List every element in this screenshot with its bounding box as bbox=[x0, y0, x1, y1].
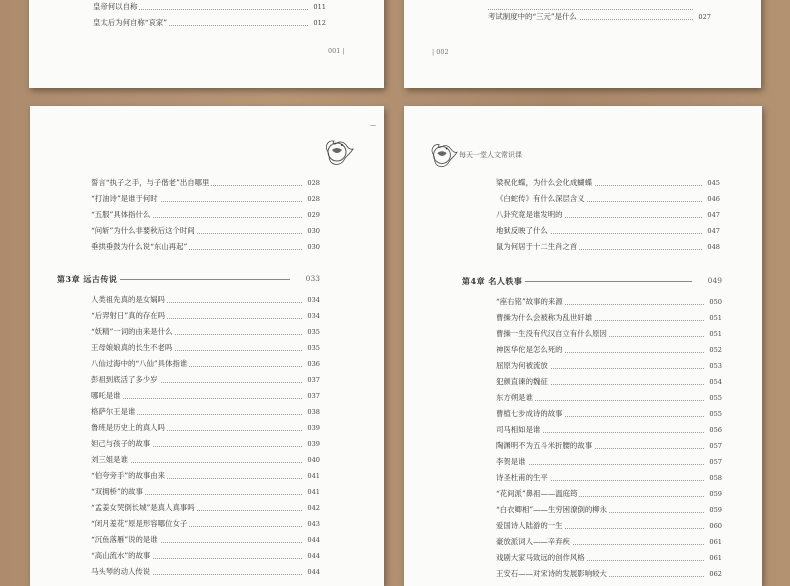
toc-entry-title: 豪放派词人——辛弃疾 bbox=[496, 535, 572, 549]
toc-entry-title: “座右铭”故事的来源 bbox=[496, 295, 565, 309]
toc-entry-page: 060 bbox=[709, 519, 722, 533]
toc-entry-title: “闭月羞花”原是形容哪位女子 bbox=[91, 517, 189, 531]
toc-entry[interactable] bbox=[496, 551, 722, 565]
toc-entry[interactable] bbox=[91, 341, 320, 355]
toc-entry-page: 034 bbox=[307, 309, 320, 323]
toc-entry-title: 考试制度中的“三元”是什么 bbox=[488, 10, 579, 24]
toc-entry[interactable] bbox=[496, 503, 722, 517]
toc-entry[interactable] bbox=[496, 343, 722, 357]
toc-entry-title: 曹植七步成诗的故事 bbox=[496, 407, 565, 421]
chapter-heading[interactable] bbox=[57, 271, 320, 287]
toc-entry[interactable] bbox=[496, 240, 720, 254]
toc-entry-page: 059 bbox=[709, 487, 722, 501]
toc-entry[interactable] bbox=[496, 224, 720, 238]
toc-entry-title: “妖精”一词的由来是什么 bbox=[91, 325, 174, 339]
toc-entry-page: 028 bbox=[307, 192, 320, 206]
toc-entry-title: “后羿射日”真的存在吗 bbox=[91, 309, 167, 323]
toc-entry-title: 地狱反映了什么 bbox=[496, 224, 550, 238]
toc-entry-title: 鼠为何居于十二生肖之首 bbox=[496, 240, 579, 254]
dragon-emblem-icon bbox=[426, 140, 458, 170]
toc-entry[interactable] bbox=[91, 421, 320, 435]
toc-entry-page: 058 bbox=[709, 471, 722, 485]
toc-entry-title: 格萨尔王是谁 bbox=[91, 405, 137, 419]
toc-entry-page: 011 bbox=[313, 0, 326, 14]
toc-entry-page: 048 bbox=[707, 240, 720, 254]
toc-entry-page: 037 bbox=[307, 389, 320, 403]
toc-entry[interactable] bbox=[496, 471, 722, 485]
toc-entry-page: 012 bbox=[313, 16, 326, 30]
toc-entry-page: 044 bbox=[307, 533, 320, 547]
toc-entry-title: 屈原为何被流放 bbox=[496, 359, 550, 373]
toc-entry-title: “打油诗”是谁于何时 bbox=[91, 192, 160, 206]
toc-entry-title: “孟姜女哭倒长城”是真人真事吗 bbox=[91, 501, 197, 515]
toc-entry[interactable] bbox=[91, 309, 320, 323]
toc-entry-page: 030 bbox=[307, 224, 320, 238]
toc-entry-page: 062 bbox=[709, 567, 722, 581]
toc-entry[interactable] bbox=[91, 517, 320, 531]
toc-entry[interactable] bbox=[496, 192, 720, 206]
toc-entry-title: 神医华佗是怎么死的 bbox=[496, 343, 565, 357]
toc-entry[interactable] bbox=[496, 455, 722, 469]
toc-entry[interactable] bbox=[93, 16, 326, 30]
toc-entry-page: 038 bbox=[307, 405, 320, 419]
toc-entry-page: 043 bbox=[307, 517, 320, 531]
page-folio: | 002 bbox=[432, 48, 449, 56]
toc-entry-title: “五服”具体指什么 bbox=[91, 208, 152, 222]
toc-entry-title: 皇帝何以自称 bbox=[93, 0, 139, 14]
toc-entry-title: 刘三姐是谁 bbox=[91, 453, 130, 467]
toc-entry-title: 誓言“执子之手，与子偕老”出自哪里 bbox=[91, 176, 211, 190]
toc-entry-title: 八卦究竟是谁发明的 bbox=[496, 208, 565, 222]
toc-entry-page: 061 bbox=[709, 551, 722, 565]
toc-page-bottom-left bbox=[30, 106, 384, 586]
toc-entry-page: 046 bbox=[707, 192, 720, 206]
toc-entry-page: 061 bbox=[709, 535, 722, 549]
toc-page-top-left bbox=[29, 0, 384, 88]
chapter-page: 033 bbox=[304, 271, 320, 287]
toc-entry-page: 055 bbox=[709, 407, 722, 421]
toc-entry[interactable] bbox=[496, 375, 722, 389]
toc-entry-page: 042 bbox=[307, 501, 320, 515]
toc-page-bottom-right bbox=[404, 106, 762, 586]
toc-entry[interactable] bbox=[488, 10, 711, 24]
toc-entry[interactable] bbox=[91, 437, 320, 451]
toc-entry[interactable] bbox=[91, 453, 320, 467]
toc-entry[interactable] bbox=[91, 405, 320, 419]
toc-entry-title: 梁祝化蝶，为什么会化成蝴蝶 bbox=[496, 176, 594, 190]
toc-entry-title: 司马相如是谁 bbox=[496, 423, 542, 437]
chapter-title: 第4章 名人轶事 bbox=[462, 273, 525, 289]
toc-entry-page: 047 bbox=[707, 224, 720, 238]
toc-entry-page: 040 bbox=[307, 453, 320, 467]
toc-entry-title: “白衣卿相”——生穷困潦倒的柳永 bbox=[496, 503, 609, 517]
toc-entry-title: 妲己与孩子的故事 bbox=[91, 437, 152, 451]
toc-entry-page: 041 bbox=[307, 485, 320, 499]
toc-entry[interactable] bbox=[91, 533, 320, 547]
toc-entry[interactable] bbox=[496, 439, 722, 453]
toc-entry-page: 053 bbox=[709, 359, 722, 373]
toc-entry-page: 044 bbox=[307, 549, 320, 563]
toc-entry[interactable] bbox=[91, 485, 320, 499]
toc-entry-page: 028 bbox=[307, 176, 320, 190]
toc-entry-page: 030 bbox=[307, 240, 320, 254]
toc-entry-title: 陶渊明不为五斗米折腰的故事 bbox=[496, 439, 594, 453]
chapter-heading[interactable] bbox=[462, 273, 722, 289]
toc-entry-title: 王母娘娘真的长生不老吗 bbox=[91, 341, 174, 355]
running-header-title: 每天一堂人文常识课 bbox=[459, 151, 522, 159]
header-mark: — bbox=[370, 122, 376, 129]
toc-entry[interactable] bbox=[496, 327, 722, 341]
toc-entry-title: 人类祖先真的是女娲吗 bbox=[91, 293, 167, 307]
toc-entry[interactable] bbox=[91, 192, 320, 206]
toc-entry[interactable] bbox=[496, 519, 722, 533]
toc-entry[interactable] bbox=[91, 208, 320, 222]
toc-entry-title: “花间派”鼻祖——温庭筠 bbox=[496, 487, 579, 501]
toc-entry[interactable] bbox=[496, 176, 720, 190]
chapter-title: 第3章 远古传说 bbox=[57, 271, 120, 287]
toc-entry-page: 051 bbox=[709, 327, 722, 341]
toc-entry-title: 鲁班是历史上的真人吗 bbox=[91, 421, 167, 435]
toc-entry-page: 027 bbox=[698, 10, 711, 24]
toc-entry-title: “问斩”为什么非要秋后这个时间 bbox=[91, 224, 197, 238]
toc-entry[interactable] bbox=[91, 389, 320, 403]
toc-entry-title: 八仙过海中的“八仙”具体指谁 bbox=[91, 357, 189, 371]
dragon-emblem-icon bbox=[320, 136, 354, 168]
toc-entry[interactable] bbox=[91, 176, 320, 190]
toc-entry-title: 犯颜直谏的魏征 bbox=[496, 375, 550, 389]
toc-entry-page: 050 bbox=[709, 295, 722, 309]
toc-entry-title: 马头琴的动人传说 bbox=[91, 565, 152, 579]
toc-entry-page: 045 bbox=[707, 176, 720, 190]
toc-entry[interactable] bbox=[93, 0, 326, 14]
page-folio: 001 | bbox=[328, 47, 345, 55]
toc-entry[interactable] bbox=[91, 357, 320, 371]
toc-entry-title: 戏剧大家马致远的创作风格 bbox=[496, 551, 587, 565]
toc-entry[interactable] bbox=[496, 391, 722, 405]
chapter-page: 049 bbox=[706, 273, 722, 289]
toc-entry-page: 039 bbox=[307, 437, 320, 451]
toc-entry-page: 036 bbox=[307, 357, 320, 371]
toc-entry-page: 035 bbox=[307, 325, 320, 339]
toc-entry[interactable] bbox=[496, 407, 722, 421]
toc-entry-title: 诗圣杜甫的生平 bbox=[496, 471, 550, 485]
toc-entry-title: “伯夸旁手”的故事由来 bbox=[91, 469, 167, 483]
toc-entry[interactable] bbox=[496, 208, 720, 222]
leader-dots bbox=[91, 398, 302, 399]
toc-entry-title: 曹操一生没有代汉自立有什么原因 bbox=[496, 327, 609, 341]
toc-entry-title: “双拥桥”的故事 bbox=[91, 485, 145, 499]
toc-entry[interactable] bbox=[496, 311, 722, 325]
toc-entry-page: 037 bbox=[307, 373, 320, 387]
toc-entry[interactable] bbox=[496, 359, 722, 373]
toc-entry-page: 054 bbox=[709, 375, 722, 389]
toc-entry-page: 059 bbox=[709, 503, 722, 517]
toc-entry-page: 044 bbox=[307, 565, 320, 579]
toc-entry[interactable] bbox=[496, 295, 722, 309]
toc-entry-page: 029 bbox=[307, 208, 320, 222]
toc-entry[interactable] bbox=[91, 373, 320, 387]
toc-entry-title: 皇太后为何自称“哀家” bbox=[93, 16, 169, 30]
toc-entry-page: 034 bbox=[307, 293, 320, 307]
toc-entry-page: 035 bbox=[307, 341, 320, 355]
toc-entry-title: “高山流水”的故事 bbox=[91, 549, 152, 563]
toc-entry-title: “沉鱼落雁”说的是谁 bbox=[91, 533, 160, 547]
toc-entry[interactable] bbox=[91, 240, 320, 254]
toc-entry-page: 039 bbox=[307, 421, 320, 435]
toc-entry-title: 爱国诗人陆游的一生 bbox=[496, 519, 565, 533]
toc-entry-title: 王安石——对宋诗的发展影响较大 bbox=[496, 567, 609, 581]
toc-entry-page: 057 bbox=[709, 439, 722, 453]
toc-entry[interactable] bbox=[496, 487, 722, 501]
toc-entry[interactable] bbox=[496, 567, 722, 581]
toc-entry-title: 《白蛇传》有什么深层含义 bbox=[496, 192, 587, 206]
toc-entry-page: 052 bbox=[709, 343, 722, 357]
toc-entry[interactable] bbox=[91, 224, 320, 238]
toc-entry[interactable] bbox=[91, 549, 320, 563]
toc-entry[interactable] bbox=[496, 423, 722, 437]
toc-entry[interactable] bbox=[91, 565, 320, 579]
toc-entry-page: 057 bbox=[709, 455, 722, 469]
toc-entry[interactable] bbox=[91, 501, 320, 515]
toc-entry-title: 垂拱垂鼓为什么说“东山再起” bbox=[91, 240, 189, 254]
toc-page-top-right bbox=[404, 0, 761, 88]
toc-entry-title: 哪吒是谁 bbox=[91, 389, 123, 403]
toc-entry[interactable] bbox=[91, 469, 320, 483]
toc-entry[interactable] bbox=[91, 325, 320, 339]
toc-entry-page: 051 bbox=[709, 311, 722, 325]
toc-entry[interactable] bbox=[91, 293, 320, 307]
toc-entry-title: 彭祖到底活了多少岁 bbox=[91, 373, 160, 387]
toc-entry-title: 李贺是谁 bbox=[496, 455, 528, 469]
toc-entry[interactable] bbox=[496, 535, 722, 549]
toc-entry-page: 047 bbox=[707, 208, 720, 222]
toc-entry-title: 东方朔是谁 bbox=[496, 391, 535, 405]
toc-entry-page: 041 bbox=[307, 469, 320, 483]
toc-entry-page: 055 bbox=[709, 391, 722, 405]
toc-entry-title: 曹操为什么会被称为乱世奸雄 bbox=[496, 311, 594, 325]
toc-entry-page: 056 bbox=[709, 423, 722, 437]
